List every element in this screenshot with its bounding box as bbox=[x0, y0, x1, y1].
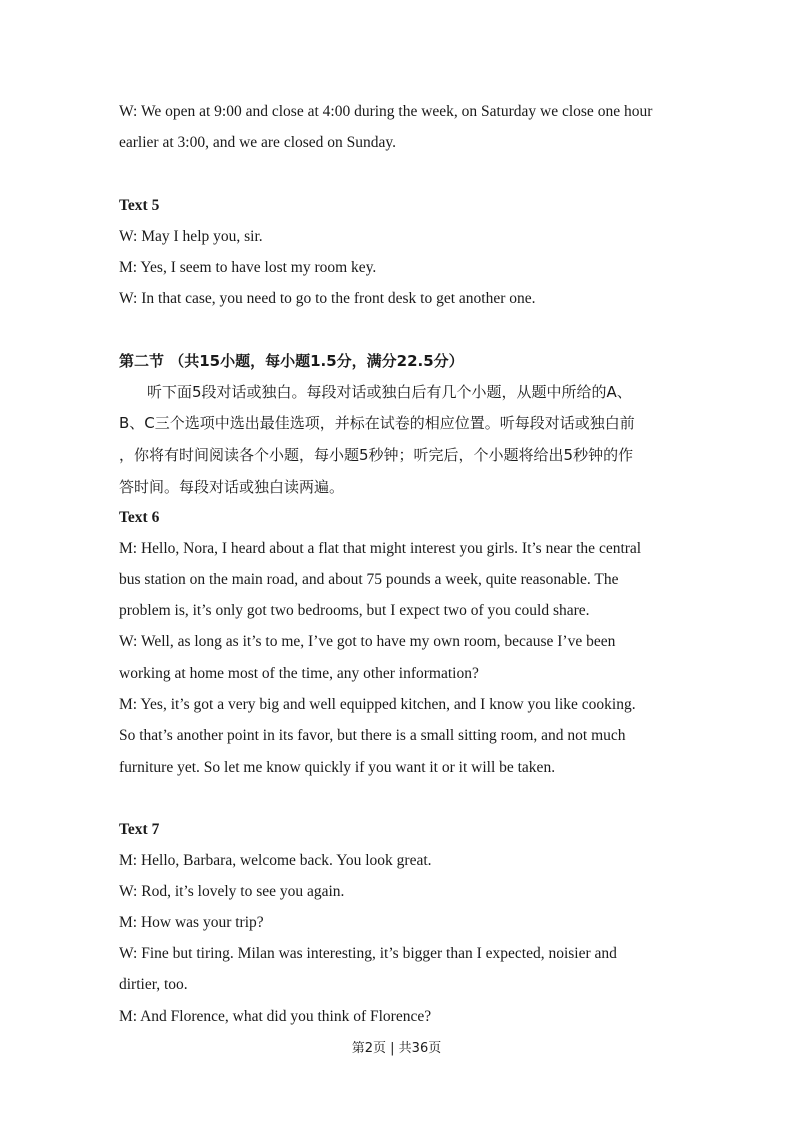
text-line: W: We open at 9:00 and close at 4:00 during the week, on Saturday we close one hour bbox=[119, 103, 653, 120]
text-line: bus station on the main road, and about 75 pounds a week, quite reasonable. The bbox=[119, 571, 619, 588]
instruction-line: B、C三个选项中选出最佳选项，并标在试卷的相应位置。听每段对话或独白前 bbox=[119, 414, 635, 432]
instruction-line: ，你将有时间阅读各个小题，每小题5秒钟；听完后，个小题将给出5秒钟的作 bbox=[119, 446, 634, 464]
text-line: M: Yes, I seem to have lost my room key. bbox=[119, 259, 377, 276]
page-number-footer: 第2页 | 共36页 bbox=[351, 1041, 442, 1056]
instruction-line: 答时间。每段对话或独白读两遍。 bbox=[119, 478, 345, 496]
instruction-line: 听下面5段对话或独白。每段对话或独白后有几个小题，从题中所给的A、 bbox=[147, 383, 632, 401]
text-line: W: Fine but tiring. Milan was interesting, it’s bigger than I expected, noisier and bbox=[119, 945, 617, 962]
text-line: So that’s another point in its favor, but there is a small sitting room, and not much bbox=[119, 727, 626, 744]
text-line: M: And Florence, what did you think of Florence? bbox=[119, 1008, 432, 1025]
text-line: M: Hello, Barbara, welcome back. You look great. bbox=[119, 852, 432, 869]
text-line: M: Hello, Nora, I heard about a flat that might interest you girls. It’s near the central bbox=[119, 540, 642, 557]
text-line: furniture yet. So let me know quickly if you want it or it will be taken. bbox=[119, 759, 556, 776]
text-line: earlier at 3:00, and we are closed on Sunday. bbox=[119, 134, 397, 151]
text-line: W: Well, as long as it’s to me, I’ve got to have my own room, because I’ve been bbox=[119, 633, 616, 650]
part-heading: 第二节 （共15小题，每小题1.5分，满分22.5分） bbox=[119, 352, 464, 370]
text-line: W: Rod, it’s lovely to see you again. bbox=[119, 883, 345, 900]
text-line: M: How was your trip? bbox=[119, 914, 264, 931]
section-heading-text-6: Text 6 bbox=[119, 509, 160, 526]
section-heading-text-5: Text 5 bbox=[119, 197, 160, 214]
text-line: problem is, it’s only got two bedrooms, but I expect two of you could share. bbox=[119, 602, 590, 619]
text-line: W: May I help you, sir. bbox=[119, 228, 263, 245]
text-line: W: In that case, you need to go to the front desk to get another one. bbox=[119, 290, 536, 307]
text-line: M: Yes, it’s got a very big and well equipped kitchen, and I know you like cooking. bbox=[119, 696, 636, 713]
section-heading-text-7: Text 7 bbox=[119, 821, 160, 838]
text-line: working at home most of the time, any other information? bbox=[119, 665, 479, 682]
text-line: dirtier, too. bbox=[119, 976, 188, 993]
